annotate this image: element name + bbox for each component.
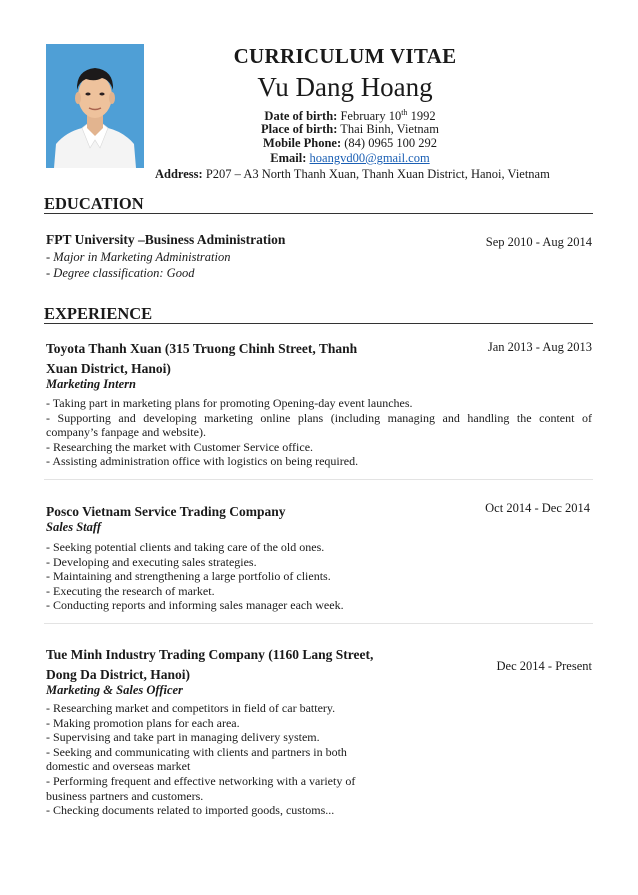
job-bullets	[46, 701, 355, 818]
list-item: - Conducting reports and informing sales manager each week.	[46, 598, 344, 613]
experience-heading: EXPERIENCE	[44, 304, 153, 323]
education-line: - Degree classification: Good	[46, 266, 195, 280]
list-item: - Maintaining and strengthening a large portfolio of clients.	[46, 569, 331, 584]
address-value: P207 – A3 North Thanh Xuan, Thanh Xuan District, Hanoi, Vietnam	[205, 167, 550, 181]
job-role: Sales Staff	[46, 520, 101, 534]
job-bullets	[46, 396, 592, 469]
dob-value: February 10th 1992	[340, 108, 436, 124]
list-item: - Seeking potential clients and taking care of the old ones.	[46, 540, 325, 554]
address-label: Address:	[155, 167, 203, 181]
job-bullets	[46, 540, 344, 613]
education-date: Sep 2010 - Aug 2014	[485, 235, 592, 249]
list-item: - Executing the research of market.	[46, 583, 215, 598]
place-of-birth-line	[0, 122, 638, 137]
job-separator	[44, 479, 593, 480]
job-date: Jan 2013 - Aug 2013	[487, 340, 592, 354]
job-role: Marketing Intern	[46, 377, 136, 391]
education-school: FPT University –Business Administration	[46, 232, 286, 247]
list-item: - Assisting administration office with logistics on being required.	[46, 454, 359, 469]
education-divider	[44, 213, 593, 214]
education-heading: EDUCATION	[44, 194, 144, 213]
list-item: - Taking part in marketing plans for promoting Opening-day event launches.	[46, 396, 413, 410]
cv-title: CURRICULUM VITAE	[233, 44, 457, 68]
phone-value: (84) 0965 100 292	[344, 136, 437, 150]
job-date: Dec 2014 - Present	[496, 659, 592, 673]
job-separator	[44, 623, 593, 624]
list-item: - Researching market and competitors in field of car battery.	[46, 701, 336, 715]
education-line: - Major in Marketing Administration	[46, 250, 231, 264]
list-item: - Researching the market with Customer Service office.	[46, 439, 314, 454]
mobile-phone-line	[0, 136, 638, 151]
email-label: Email:	[270, 151, 307, 165]
list-item: company’s fanpage and website).	[46, 425, 206, 440]
list-item: business partners and customers.	[46, 788, 204, 803]
list-item: - Performing frequent and effective networking with a variety of	[46, 773, 356, 788]
job-company: Posco Vietnam Service Trading Company	[46, 504, 286, 519]
list-item: - Seeking and communicating with clients and partners in both	[46, 744, 347, 759]
list-item: - Checking documents related to imported goods, customs...	[46, 803, 335, 818]
job-role: Marketing & Sales Officer	[46, 683, 183, 697]
address-line	[155, 167, 550, 182]
pob-label: Place of birth:	[261, 122, 338, 136]
experience-divider	[44, 323, 593, 324]
list-item: - Supporting and developing marketing online plans (including managing and handling the content of	[46, 410, 592, 425]
job-date: Oct 2014 - Dec 2014	[485, 501, 590, 515]
pob-value: Thai Binh, Vietnam	[340, 122, 439, 136]
candidate-name: Vu Dang Hoang	[257, 72, 433, 102]
phone-label: Mobile Phone:	[263, 136, 342, 150]
list-item: - Supervising and take part in managing delivery system.	[46, 730, 320, 745]
list-item: - Developing and executing sales strategies.	[46, 554, 257, 569]
email-link[interactable]: hoangvd00@gmail.com	[309, 151, 430, 165]
job-company: Toyota Thanh Xuan (315 Truong Chinh Street, Thanh Xuan District, Hanoi)	[46, 341, 358, 376]
job-company: Tue Minh Industry Trading Company (1160 Lang Street, Dong Da District, Hanoi)	[46, 647, 374, 682]
email-line	[0, 151, 638, 166]
list-item: - Making promotion plans for each area.	[46, 715, 240, 730]
list-item: domestic and overseas market	[46, 759, 191, 774]
dob-label: Date of birth:	[264, 109, 338, 124]
